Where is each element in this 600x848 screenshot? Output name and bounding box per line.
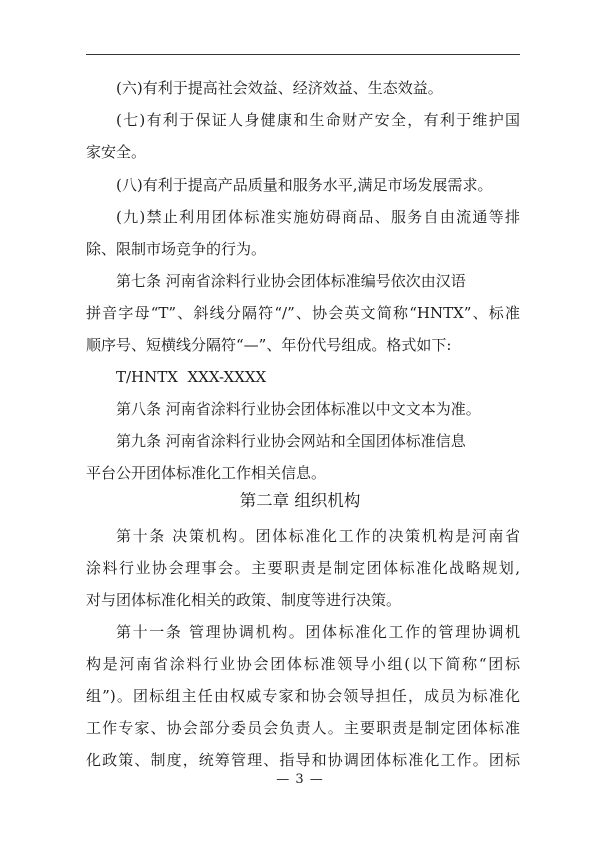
text-line: (八)有利于提高产品质量和服务水平,满足市场发展需求。 xyxy=(116,176,493,194)
text-line: 第十条 决策机构。团体标准化工作的决策机构是河南省 xyxy=(116,527,520,545)
text-line: 组”)。团标组主任由权威专家和协会领导担任，成员为标准化 xyxy=(86,687,520,705)
text-line: 平台公开团体标准化工作相关信息。 xyxy=(86,464,327,482)
text-line: (六)有利于提高社会效益、经济效益、生态效益。 xyxy=(116,79,443,97)
text-line: 化政策、制度，统筹管理、指导和协调团体标准化工作。团标 xyxy=(86,751,520,769)
text-line: 工作专家、协会部分委员会负责人。主要职责是制定团体标准 xyxy=(86,719,520,737)
text-line: 拼音字母“T”、斜线分隔符“/”、协会英文简称“HNTX”、标准 xyxy=(86,304,520,322)
text-line: 对与团体标准化相关的政策、制度等进行决策。 xyxy=(86,591,402,609)
text-line: 第九条 河南省涂料行业协会网站和全国团体标准信息 xyxy=(116,432,466,450)
text-line: 除、限制市场竞争的行为。 xyxy=(86,240,267,258)
text-line: 顺序号、短横线分隔符“—”、年份代号组成。格式如下: xyxy=(86,336,452,354)
text-line: 第十一条 管理协调机构。团体标准化工作的管理协调机 xyxy=(116,623,520,641)
text-line: (七)有利于保证人身健康和生命财产安全，有利于维护国 xyxy=(116,111,520,129)
text-line: 第八条 河南省涂料行业协会团体标准以中文文本为准。 xyxy=(116,400,481,418)
text-line: 第七条 河南省涂料行业协会团体标准编号依次由汉语 xyxy=(116,272,466,290)
page-number: — 3 — xyxy=(276,772,324,787)
format-code: T/HNTX XXX-XXXX xyxy=(116,368,267,386)
text-line: 涂料行业协会理事会。主要职责是制定团体标准化战略规划, xyxy=(86,559,520,577)
text-line: 构是河南省涂料行业协会团体标准领导小组(以下简称“团标 xyxy=(86,655,520,673)
text-line: (九)禁止利用团体标准实施妨碍商品、服务自由流通等排 xyxy=(116,208,520,226)
text-line: 家安全。 xyxy=(86,143,147,161)
chapter-heading: 第二章 组织机构 xyxy=(239,491,361,510)
